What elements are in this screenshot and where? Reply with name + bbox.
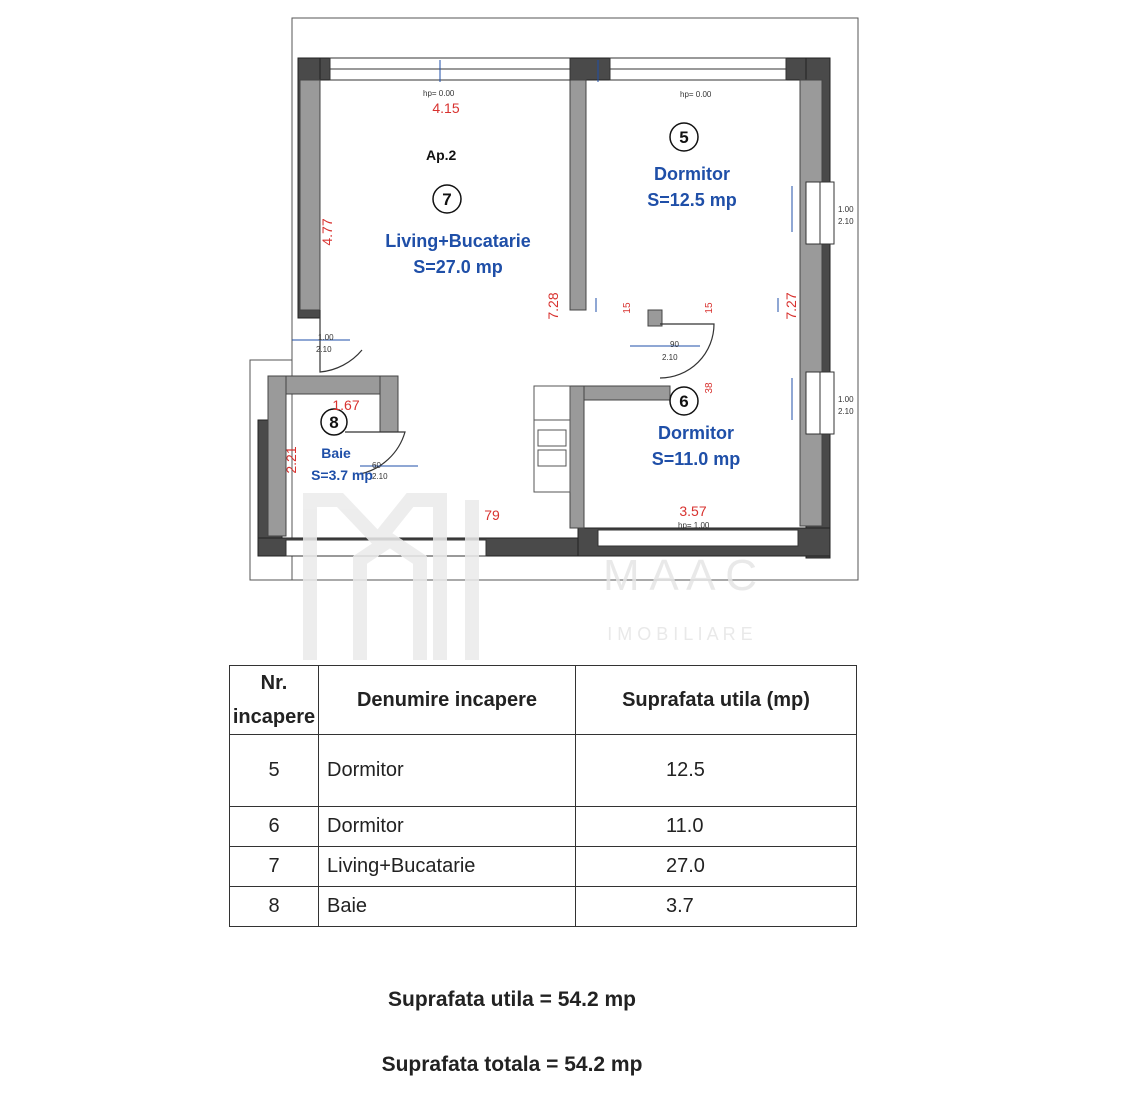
note-hp-top-left: hp= 0.00 xyxy=(423,89,455,98)
room-6-area: S=11.0 mp xyxy=(651,449,741,469)
apartment-label: Ap.2 xyxy=(426,147,457,163)
note-win-right2: 1.00 xyxy=(838,395,854,404)
dim-living-right: 7.28 xyxy=(545,292,561,320)
cell-nr: 8 xyxy=(230,887,319,927)
room-7-name: Living+Bucatarie xyxy=(385,231,531,251)
room-6-name: Dormitor xyxy=(658,423,734,443)
room-7-area: S=27.0 mp xyxy=(413,257,503,277)
header-nr: Nr. incapere xyxy=(230,666,319,735)
note-win-right2-h: 2.10 xyxy=(838,407,854,416)
cell-nr: 5 xyxy=(230,735,319,807)
cell-name: Dormitor xyxy=(319,807,576,847)
summary-total: Suprafata totala = 54.2 mp xyxy=(381,1053,643,1076)
dim-bath-width: 1.67 xyxy=(332,397,360,413)
cell-name: Dormitor xyxy=(319,735,576,807)
room-8-area: S=3.7 mp xyxy=(311,467,373,483)
note-door-bed-h: 2.10 xyxy=(662,353,678,362)
note-door-main-h: 2.10 xyxy=(316,345,332,354)
summary-useful: Suprafata utila = 54.2 mp xyxy=(387,988,636,1011)
note-door-main: 1.00 xyxy=(318,333,334,342)
cell-name: Living+Bucatarie xyxy=(319,847,576,887)
dim-left-height: 4.77 xyxy=(319,218,335,246)
dim-15b: 15 xyxy=(704,302,715,314)
cell-area: 11.0 xyxy=(576,807,857,847)
dim-bath-height: 2.21 xyxy=(283,446,299,474)
note-win-right1: 1.00 xyxy=(838,205,854,214)
cell-area: 12.5 xyxy=(576,735,857,807)
table-row xyxy=(230,847,857,887)
dim-top-left: 4.15 xyxy=(432,100,460,116)
dim-15a: 15 xyxy=(622,302,633,314)
room-8-number: 8 xyxy=(329,413,339,432)
table-header-row xyxy=(230,666,857,735)
table-row xyxy=(230,807,857,847)
dim-79: 79 xyxy=(484,507,500,523)
cell-area: 27.0 xyxy=(576,847,857,887)
dim-bed6-width: 3.57 xyxy=(679,503,707,519)
note-hp-bottom: hp= 1.00 xyxy=(678,521,710,530)
cell-name: Baie xyxy=(319,887,576,927)
note-door-bed: 90 xyxy=(670,340,679,349)
watermark-brand: M A A C xyxy=(602,551,758,600)
note-hp-top-right: hp= 0.00 xyxy=(680,90,712,99)
header-name: Denumire incapere xyxy=(319,666,576,735)
room-8-name: Baie xyxy=(321,445,351,461)
note-win-right1-h: 2.10 xyxy=(838,217,854,226)
rooms-table xyxy=(229,665,857,927)
header-area: Suprafata utila (mp) xyxy=(576,666,857,735)
table-row xyxy=(230,887,857,927)
room-5-number: 5 xyxy=(679,128,689,147)
outer-walls xyxy=(258,58,830,558)
note-door-bath: 60 xyxy=(372,461,381,470)
cell-nr: 7 xyxy=(230,847,319,887)
room-7-number: 7 xyxy=(442,190,452,209)
note-door-bath-h: 2.10 xyxy=(372,472,388,481)
watermark-sub: I M O B I L I A R E xyxy=(607,624,753,644)
dim-bed-right: 7.27 xyxy=(783,292,799,320)
table-row xyxy=(230,735,857,807)
cell-area: 3.7 xyxy=(576,887,857,927)
room-5-area: S=12.5 mp xyxy=(647,190,737,210)
room-5-name: Dormitor xyxy=(654,164,730,184)
room-6-number: 6 xyxy=(679,392,689,411)
blue-lines xyxy=(292,60,792,466)
cell-nr: 6 xyxy=(230,807,319,847)
kitchen-counter xyxy=(534,386,570,492)
dim-38: 38 xyxy=(704,382,715,394)
